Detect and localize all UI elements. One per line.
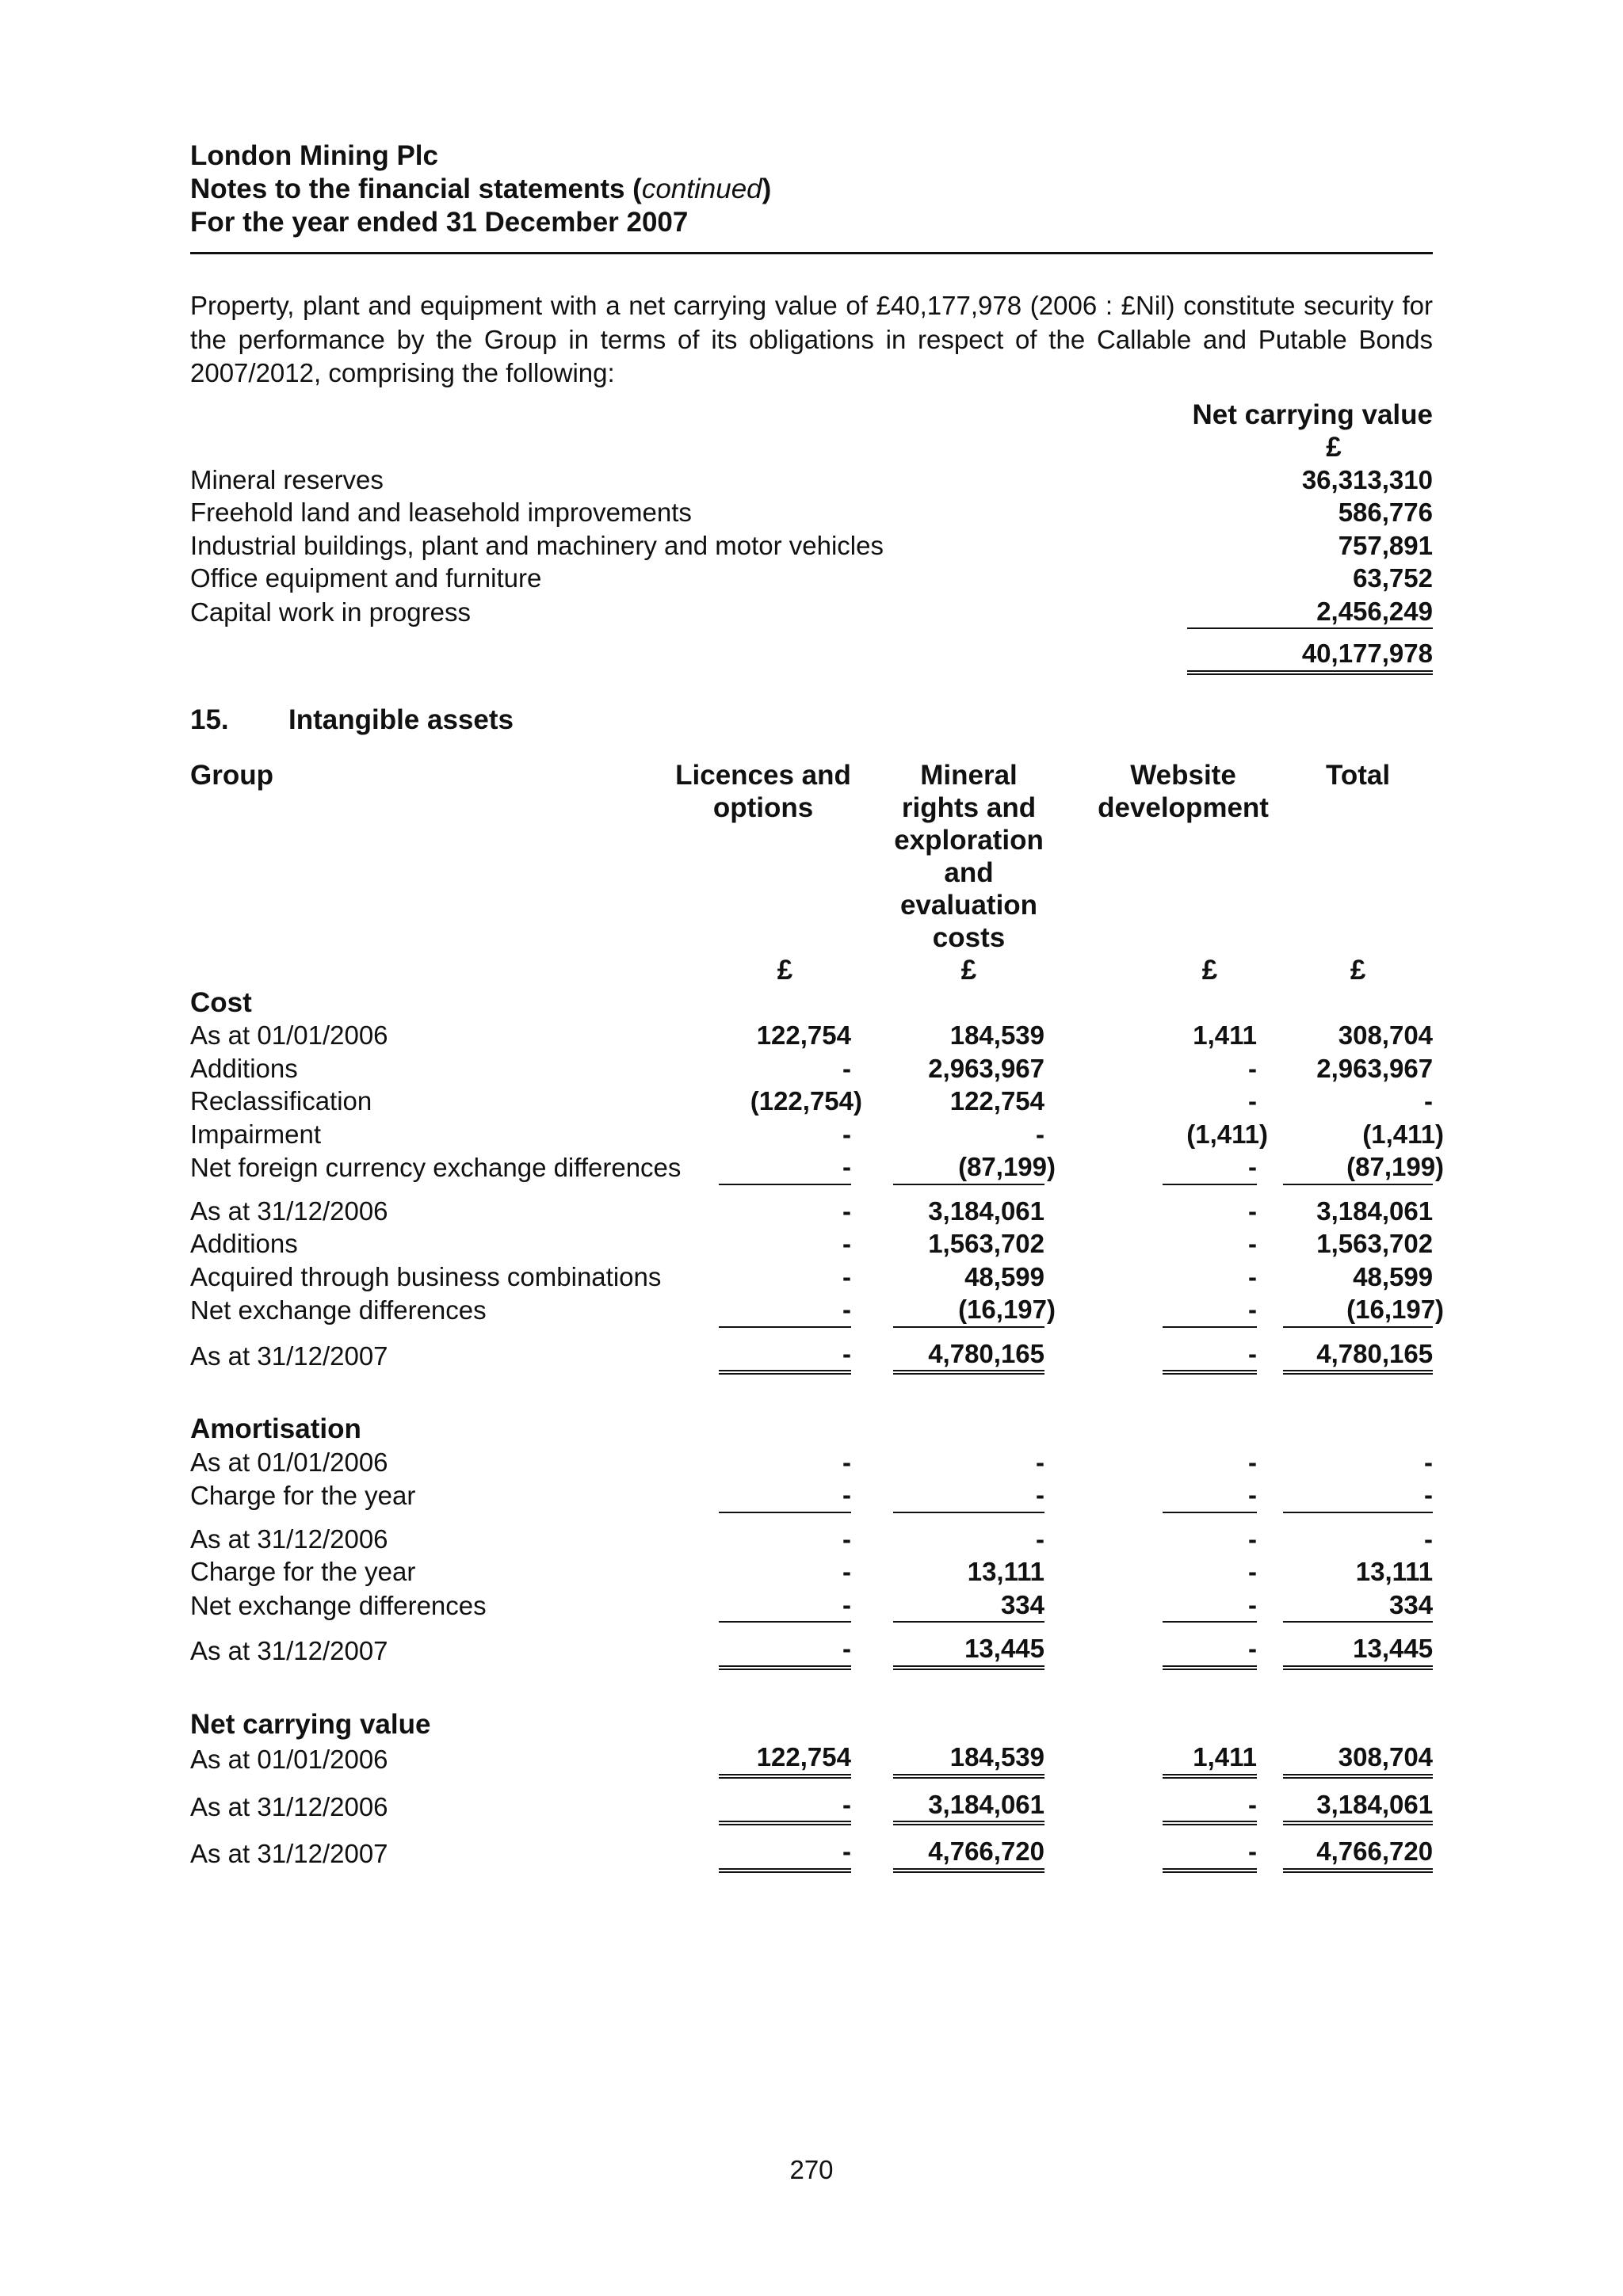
ppe-row-value: 586,776 <box>1338 498 1433 527</box>
row-value: - <box>719 1776 851 1824</box>
section-heading: 15. Intangible assets <box>190 704 514 735</box>
security-paragraph: Property, plant and equipment with a net carrying value of £40,177,978 (2006 : £Nil) constitute security for the performance by the Group in terms of its obligations in respect of the Callable and Putable Bonds 2007/2012, comprising the following: <box>190 291 1433 387</box>
row-value: - <box>1248 1053 1258 1083</box>
ppe-row <box>190 496 1433 529</box>
subsection-label: Net carrying value <box>190 1708 431 1740</box>
intangible-assets-table <box>190 759 1445 1873</box>
ppe-row-label: Office equipment and furniture <box>190 563 542 593</box>
row-value: 3,184,061 <box>928 1196 1045 1226</box>
row-value: - <box>842 1447 851 1477</box>
row-value: 334 <box>1283 1589 1433 1623</box>
row-value: 48,599 <box>964 1261 1045 1291</box>
row-value: 2,963,967 <box>928 1053 1045 1083</box>
row-label: Acquired through business combinations <box>190 1261 662 1291</box>
row-value: 4,780,165 <box>1283 1327 1433 1373</box>
row-value: - <box>1424 1086 1434 1116</box>
row-value: - <box>719 1150 851 1184</box>
row-value: 4,780,165 <box>893 1327 1044 1373</box>
subsection-heading <box>190 986 1433 1020</box>
row-label: As at 01/01/2006 <box>190 1020 388 1050</box>
group-label: Group <box>190 759 273 791</box>
row-label: Net foreign currency exchange differences <box>190 1153 682 1182</box>
row-label: As at 01/01/2006 <box>190 1447 388 1477</box>
row-value: - <box>719 1622 851 1668</box>
table-row <box>190 1823 1433 1871</box>
row-value: (87,199) <box>893 1150 1044 1184</box>
ppe-security-table <box>190 399 1433 675</box>
ppe-column-header: Net carrying value <box>1192 399 1433 430</box>
column-header-mineral: Mineral rights and exploration and evaluation costs <box>894 759 1044 953</box>
ppe-total-value: 40,177,978 <box>1187 628 1433 673</box>
row-value: - <box>1424 1524 1434 1554</box>
ppe-row-value: 36,313,310 <box>1301 464 1433 494</box>
row-label: Additions <box>190 1053 298 1083</box>
row-value: - <box>1248 1557 1258 1586</box>
row-value: - <box>1248 1196 1258 1226</box>
row-value: - <box>1036 1447 1045 1477</box>
subsection-heading <box>190 1708 1433 1741</box>
table-row <box>190 1327 1433 1373</box>
row-value: (122,754) <box>750 1086 862 1116</box>
ppe-row <box>190 529 1433 563</box>
table-row <box>190 1622 1433 1668</box>
row-label: As at 31/12/2006 <box>190 1524 388 1554</box>
currency-label: £ <box>960 954 977 986</box>
row-value: - <box>1163 1327 1257 1373</box>
table-row <box>190 1446 1433 1479</box>
row-value: - <box>1163 1589 1257 1623</box>
row-value: (16,197) <box>1283 1293 1433 1327</box>
table-row <box>190 1019 1433 1052</box>
table-row <box>190 1085 1433 1118</box>
row-value: - <box>1163 1150 1257 1184</box>
row-value: - <box>842 1229 851 1258</box>
row-value: 334 <box>893 1589 1044 1623</box>
row-value: 184,539 <box>893 1741 1044 1776</box>
table-row <box>190 1118 1433 1151</box>
ppe-row-label: Freehold land and leasehold improvements <box>190 498 692 527</box>
row-value: 122,754 <box>756 1020 851 1050</box>
page-number: 270 <box>789 2155 834 2184</box>
row-value: 122,754 <box>719 1741 851 1776</box>
row-value: - <box>893 1478 1044 1512</box>
document-page <box>190 139 1445 1873</box>
row-value: 1,563,702 <box>928 1229 1045 1258</box>
row-label: As at 01/01/2006 <box>190 1745 388 1774</box>
row-value: - <box>1248 1229 1258 1258</box>
ppe-currency: £ <box>1326 431 1342 463</box>
row-value: 184,539 <box>949 1020 1045 1050</box>
row-value: - <box>1424 1447 1434 1477</box>
table-row <box>190 1741 1433 1776</box>
row-value: - <box>1036 1119 1045 1149</box>
ppe-row <box>190 562 1433 595</box>
row-label: Impairment <box>190 1119 322 1149</box>
table-row <box>190 1227 1433 1261</box>
table-row <box>190 1184 1433 1228</box>
ppe-row <box>190 595 1433 629</box>
row-value: 4,766,720 <box>1283 1823 1433 1871</box>
row-label: As at 31/12/2006 <box>190 1791 388 1821</box>
row-value: 3,184,061 <box>893 1776 1044 1824</box>
row-value: - <box>1248 1447 1258 1477</box>
row-label: Net exchange differences <box>190 1295 487 1325</box>
header-divider <box>190 252 1433 254</box>
row-label: As at 31/12/2006 <box>190 1196 388 1226</box>
row-value: - <box>842 1053 851 1083</box>
row-value: - <box>719 1327 851 1373</box>
row-label: Charge for the year <box>190 1557 416 1586</box>
row-value: - <box>1283 1478 1433 1512</box>
row-value: 13,111 <box>967 1557 1045 1586</box>
table-row <box>190 1776 1433 1824</box>
currency-label: £ <box>777 954 793 986</box>
table-row <box>190 1293 1433 1327</box>
row-value: - <box>842 1119 851 1149</box>
table-row <box>190 1261 1433 1294</box>
subsection-label: Cost <box>190 986 252 1018</box>
row-value: - <box>842 1261 851 1291</box>
row-value: - <box>1163 1622 1257 1668</box>
row-value: 4,766,720 <box>893 1823 1044 1871</box>
subsection-label: Amortisation <box>190 1413 361 1444</box>
table-row <box>190 1555 1433 1589</box>
row-value: (1,411) <box>1362 1119 1445 1149</box>
row-value: - <box>719 1589 851 1623</box>
row-label: Charge for the year <box>190 1481 416 1510</box>
continued-label: continued <box>641 174 762 204</box>
row-value: - <box>1248 1524 1258 1554</box>
row-value: 13,445 <box>893 1622 1044 1668</box>
row-value: 13,445 <box>1283 1622 1433 1668</box>
row-value: - <box>842 1557 851 1586</box>
row-value: - <box>1248 1261 1258 1291</box>
row-value: - <box>1163 1776 1257 1824</box>
table-row <box>190 1150 1433 1184</box>
row-value: - <box>1248 1086 1258 1116</box>
row-value: 1,563,702 <box>1316 1229 1434 1258</box>
row-label: As at 31/12/2007 <box>190 1636 388 1665</box>
ppe-row-value: 757,891 <box>1338 530 1433 560</box>
row-value: - <box>1163 1478 1257 1512</box>
column-header-licences: Licences and options <box>675 759 851 823</box>
column-headers <box>190 759 1433 954</box>
period-label: For the year ended 31 December 2007 <box>190 207 689 238</box>
row-value: 3,184,061 <box>1316 1196 1434 1226</box>
table-row <box>190 1512 1433 1556</box>
ppe-row-label: Capital work in progress <box>190 597 471 627</box>
table-row <box>190 1052 1433 1085</box>
currency-label: £ <box>1201 954 1218 986</box>
ppe-row-label: Industrial buildings, plant and machinery and motor vehicles <box>190 530 884 560</box>
row-value: 48,599 <box>1353 1261 1434 1291</box>
row-value: - <box>719 1293 851 1327</box>
row-value: - <box>1163 1823 1257 1871</box>
ppe-row-label: Mineral reserves <box>190 464 384 494</box>
column-header-total: Total <box>1326 759 1391 791</box>
company-name: London Mining Plc <box>190 140 439 171</box>
ppe-row-value: 2,456,249 <box>1187 595 1433 629</box>
row-value: - <box>842 1196 851 1226</box>
row-value: 2,963,967 <box>1316 1053 1434 1083</box>
row-label: Reclassification <box>190 1086 372 1116</box>
row-label: Net exchange differences <box>190 1590 487 1620</box>
row-label: As at 31/12/2007 <box>190 1839 388 1868</box>
currency-label: £ <box>1350 954 1366 986</box>
column-header-website: Website development <box>1098 759 1269 823</box>
table-row <box>190 1478 1433 1512</box>
row-value: - <box>1036 1524 1045 1554</box>
row-value: 1,411 <box>1193 1020 1258 1050</box>
row-value: - <box>1163 1293 1257 1327</box>
subsection-heading <box>190 1413 1433 1446</box>
row-label: Additions <box>190 1229 298 1258</box>
ppe-row <box>190 463 1433 497</box>
row-value: (87,199) <box>1283 1150 1433 1184</box>
currency-row <box>190 954 1433 986</box>
row-value: 3,184,061 <box>1283 1776 1433 1824</box>
page-header <box>190 139 1433 239</box>
row-value: - <box>719 1823 851 1871</box>
row-value: - <box>842 1524 851 1554</box>
row-value: 13,111 <box>1355 1557 1434 1586</box>
row-value: 308,704 <box>1338 1020 1434 1050</box>
row-value: 1,411 <box>1163 1741 1257 1776</box>
table-row <box>190 1589 1433 1623</box>
row-label: As at 31/12/2007 <box>190 1341 388 1371</box>
row-value: 122,754 <box>949 1086 1045 1116</box>
row-value: (16,197) <box>893 1293 1044 1327</box>
ppe-row-value: 63,752 <box>1353 563 1433 593</box>
ppe-total-row <box>190 628 1433 673</box>
row-value: 308,704 <box>1283 1741 1433 1776</box>
row-value: - <box>719 1478 851 1512</box>
row-value: (1,411) <box>1186 1119 1269 1149</box>
statement-title: Notes to the financial statements (continued) <box>190 174 772 204</box>
